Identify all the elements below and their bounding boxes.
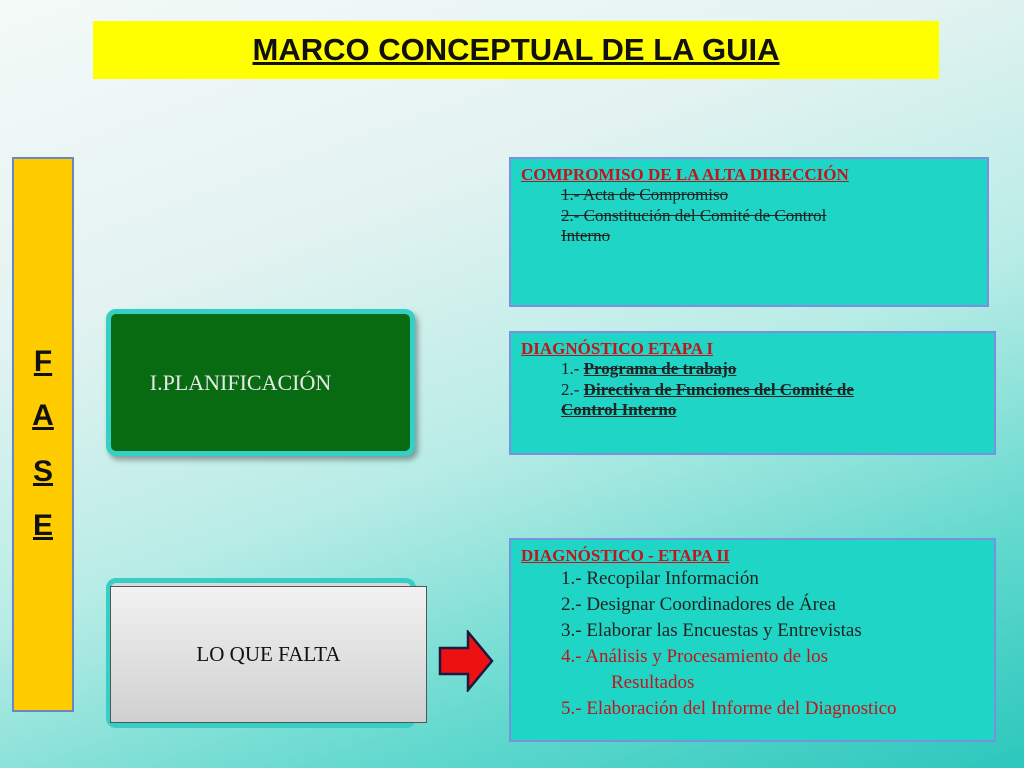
compromiso-item-2: 2.- Constitución del Comité de Control: [561, 205, 827, 225]
etapa-1-item-1-prefix: 1.-: [561, 359, 584, 379]
diagnostico-etapa-2-box: [509, 538, 996, 742]
right-arrow-icon: [438, 630, 494, 692]
etapa-1-item-2-prefix: 2.-: [561, 379, 584, 399]
compromiso-box: [509, 157, 989, 307]
planificacion-box: [106, 309, 415, 456]
etapa-1-item-2: [521, 380, 984, 400]
etapa-1-item-2-text: Directiva de Funciones del Comité de: [583, 379, 854, 399]
etapa-2-item-1: 1.- Recopilar Información: [561, 568, 759, 590]
page-title: MARCO CONCEPTUAL DE LA GUIA: [252, 32, 780, 67]
diagnostico-etapa-1-header: DIAGNÓSTICO ETAPA I: [521, 339, 714, 358]
etapa-1-item-1: [521, 359, 984, 379]
fase-letter-s: S: [32, 455, 53, 488]
lo-que-falta-label: LO QUE FALTA: [196, 642, 341, 666]
compromiso-item-2-cont: Interno: [561, 226, 611, 246]
compromiso-header: COMPROMISO DE LA ALTA DIRECCIÓN: [521, 165, 849, 184]
etapa-2-item-3: 3.- Elaborar las Encuestas y Entrevistas: [561, 620, 862, 642]
etapa-1-item-2-cont: [521, 400, 984, 420]
fase-letter-a: A: [32, 399, 54, 432]
compromiso-item-1: 1.- Acta de Compromiso: [561, 185, 729, 205]
fase-column: [12, 157, 74, 712]
diagnostico-etapa-2-header: DIAGNÓSTICO - ETAPA II: [521, 546, 730, 565]
etapa-2-item-2: 2.- Designar Coordinadores de Área: [561, 594, 836, 616]
planificacion-label: I.PLANIFICACIÓN: [149, 369, 332, 395]
etapa-2-item-5: 5.- Elaboración del Informe del Diagnostico: [561, 698, 897, 720]
fase-letter-e: E: [32, 509, 53, 542]
etapa-1-item-2-cont-text: Control Interno: [561, 400, 677, 420]
title-banner: [93, 21, 939, 79]
etapa-2-item-4-cont: Resultados: [611, 672, 695, 694]
diagnostico-etapa-1-box: [509, 331, 996, 455]
etapa-1-item-1-text: Programa de trabajo: [583, 359, 737, 379]
lo-que-falta-box: [110, 586, 427, 723]
fase-letter-f: F: [33, 345, 53, 378]
etapa-2-item-4: 4.- Análisis y Procesamiento de los: [561, 646, 829, 668]
